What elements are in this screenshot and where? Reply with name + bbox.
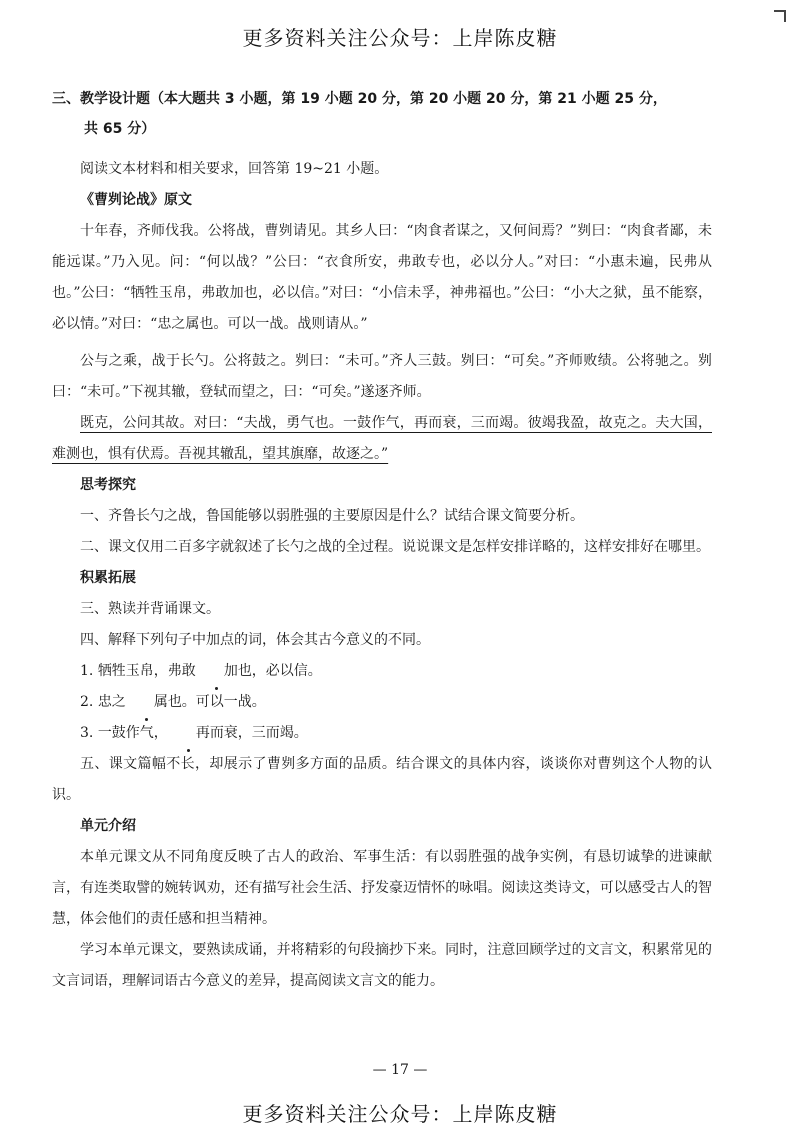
original-paragraph-3 <box>52 408 712 470</box>
question-4: 四、解释下列句子中加点的词，体会其古今意义的不同。 <box>80 632 430 648</box>
page-content <box>52 84 712 997</box>
think-heading: 思考探究 <box>80 477 136 493</box>
watermark-top: 更多资料关注公众号：上岸陈皮糖 <box>242 26 558 50</box>
expand-heading: 积累拓展 <box>80 570 136 586</box>
original-paragraph-2: 公与之乘，战于长勺。公将鼓之。刿曰：“未可。”齐人三鼓。刿曰：“可矣。”齐师败绩。公将驰之。刿曰：“未可。”下视其辙，登轼而望之，曰：“可矣。”遂逐齐师。 <box>52 353 712 400</box>
section-title <box>52 84 712 144</box>
text-title: 《曹刿论战》原文 <box>80 192 192 208</box>
vocab-item-3: 3. 一鼓作气， 再而衰，三而竭。 <box>52 718 712 749</box>
question-1: 一、齐鲁长勺之战，鲁国能够以弱胜强的主要原因是什么？试结合课文简要分析。 <box>80 508 584 524</box>
page-corner-mark <box>774 10 786 22</box>
page-number: — 17 — <box>372 1062 428 1078</box>
question-5: 五、课文篇幅不长，却展示了曹刿多方面的品质。结合课文的具体内容，谈谈你对曹刿这个人物的认识。 <box>52 756 712 803</box>
section-title-line2: 共 65 分） <box>84 121 156 137</box>
unit-heading: 单元介绍 <box>80 818 136 834</box>
underlined-passage: 既克，公问其故。对曰：“夫战，勇气也。一鼓作气，再而衰，三而竭。彼竭我盈，故克之。夫大国，难测也，惧有伏焉。吾视其辙乱，望其旗靡，故逐之。” <box>52 415 712 462</box>
question-3: 三、熟读并背诵课文。 <box>80 601 220 617</box>
original-paragraph-1: 十年春，齐师伐我。公将战，曹刿请见。其乡人曰：“肉食者谋之，又何间焉？”刿曰：“肉食者鄙，未能远谋。”乃入见。问：“何以战？”公曰：“衣食所安，弗敢专也，必以分人。”对曰：“小惠未遍，民弗从也。”公曰：“牺牲玉帛，弗敢加也，必以信。”对曰：“小信未孚，神弗福也。”公曰：“小大之狱，虽不能察，必以情。”对曰：“忠之属也。可以一战。战则请从。” <box>52 223 712 332</box>
dotted-char: 加 <box>196 656 238 687</box>
section-title-line1: 三、教学设计题（本大题共 3 小题，第 19 小题 20 分，第 20 小题 20 分，第 21 小题 25 分， <box>52 91 667 107</box>
vocab-item-2: 2. 忠之 属也。可以一战。 <box>52 687 712 718</box>
dotted-char: 属 <box>126 687 168 718</box>
dotted-char: 再 <box>168 718 210 749</box>
question-2: 二、课文仅用二百多字就叙述了长勺之战的全过程。说说课文是怎样安排详略的，这样安排好在哪里。 <box>80 539 710 555</box>
watermark-bottom: 更多资料关注公众号：上岸陈皮糖 <box>242 1102 558 1126</box>
vocab-item-1: 1. 牺牲玉帛，弗敢 加也，必以信。 <box>52 656 712 687</box>
intro-text: 阅读文本材料和相关要求，回答第 19~21 小题。 <box>80 161 389 177</box>
unit-paragraph-2: 学习本单元课文，要熟读成诵，并将精彩的句段摘抄下来。同时，注意回顾学过的文言文，积累常见的文言词语，理解词语古今意义的差异，提高阅读文言文的能力。 <box>52 942 712 989</box>
unit-paragraph-1: 本单元课文从不同角度反映了古人的政治、军事生活：有以弱胜强的战争实例，有恳切诚挚的进谏献言，有连类取譬的婉转讽劝，还有描写社会生活、抒发豪迈情怀的咏唱。阅读这类诗文，可以感受古人的智慧，体会他们的责任感和担当精神。 <box>52 849 712 927</box>
